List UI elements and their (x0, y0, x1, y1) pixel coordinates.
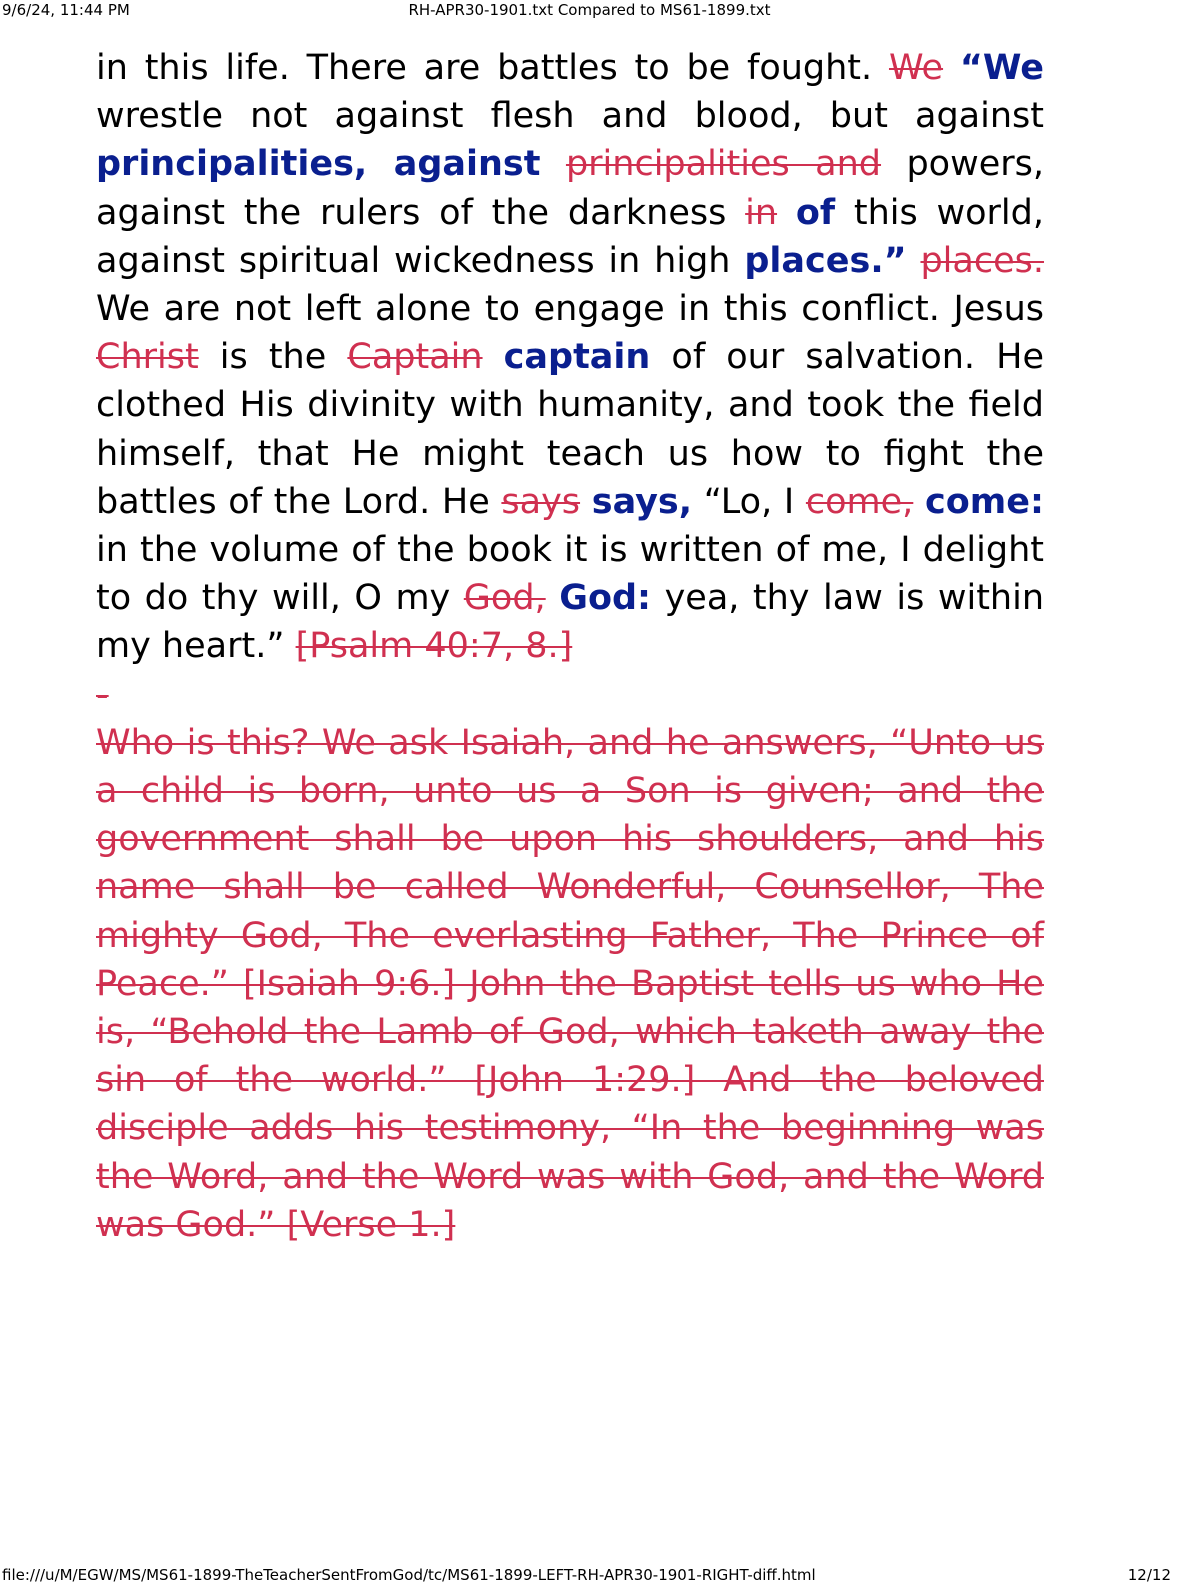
page-number: 12/12 (1127, 1566, 1171, 1584)
diff-paragraph (96, 44, 1044, 671)
print-header (0, 0, 1179, 22)
deleted-paragraph: Who is this? We ask Isaiah, and he answers, “Unto us a child is born, unto us a Son is given; and the government shall be upon his shoulders, and his name shall be called Wonderful, Counsellor, The mighty God, The everlasting Father, The Prince of Peace.” [Isaiah 9:6.] John the Baptist tells us who He is, “Behold the Lamb of God, which taketh away the sin of the world.” [John 1:29.] And the beloved disciple adds his testimony, “In the beginning was the Word, and the Word was with God, and the Word was God.” [Verse 1.] (96, 722, 1044, 1245)
document-title: RH-APR30-1901.txt Compared to MS61-1899.txt (408, 1, 771, 19)
inserted-text: of (795, 192, 836, 233)
unchanged-text (913, 482, 925, 522)
deleted-text: places. (920, 240, 1044, 281)
unchanged-text (907, 241, 921, 281)
print-datetime: 9/6/24, 11:44 PM (2, 1, 130, 19)
unchanged-text (483, 337, 504, 377)
unchanged-text (943, 48, 960, 88)
deleted-paragraph-break: - (96, 674, 109, 715)
unchanged-text: wrestle not against flesh and blood, but against (96, 96, 1044, 137)
deleted-text: We (888, 48, 944, 88)
deleted-text: God, (463, 578, 546, 619)
deleted-text: says (501, 481, 581, 522)
deleted-text: come, (805, 481, 914, 522)
deleted-text: [Psalm 40:7, 8.] (295, 626, 573, 667)
inserted-text: “We (959, 48, 1044, 88)
unchanged-text (546, 578, 560, 618)
diff-content (96, 44, 1044, 1249)
unchanged-text (777, 193, 796, 233)
inserted-text: God: (559, 578, 652, 619)
inserted-text: come: (925, 481, 1044, 522)
unchanged-text: in this life. There are battles to be fought. (96, 48, 889, 88)
inserted-text: places.” (744, 240, 907, 281)
unchanged-text: of our salvation. He clothed His divinity with humanity, and took the field himself, that He might teach us how to fight the battles of the Lord. He (96, 337, 1044, 522)
deleted-text: in (745, 192, 778, 233)
unchanged-text (541, 144, 566, 184)
file-path: file:///u/M/EGW/MS/MS61-1899-TheTeacherSentFromGod/tc/MS61-1899-LEFT-RH-APR30-1901-RIGHT-diff.html (2, 1566, 816, 1584)
inserted-text: principalities, against (96, 144, 541, 185)
unchanged-text: this world, against spiritual wickedness in high (96, 192, 1044, 281)
deleted-text: Captain (347, 337, 483, 378)
unchanged-text: “Lo, I (692, 481, 806, 522)
unchanged-text: powers, against the rulers of the darkness (96, 144, 1045, 233)
unchanged-text: We are not left alone to engage in this conflict. Jesus (96, 289, 1044, 330)
inserted-text: says, (591, 481, 693, 522)
deleted-text: Christ (96, 337, 199, 378)
deleted-text: principalities and (565, 144, 882, 185)
unchanged-text (580, 482, 592, 522)
unchanged-text: is the (198, 337, 348, 378)
print-footer (0, 1565, 1179, 1587)
inserted-text: captain (503, 337, 651, 378)
unchanged-text: yea, thy law is within my heart.” (96, 578, 1045, 667)
unchanged-text: in the volume of the book it is written of me, I delight to do thy will, O my (96, 530, 1044, 619)
